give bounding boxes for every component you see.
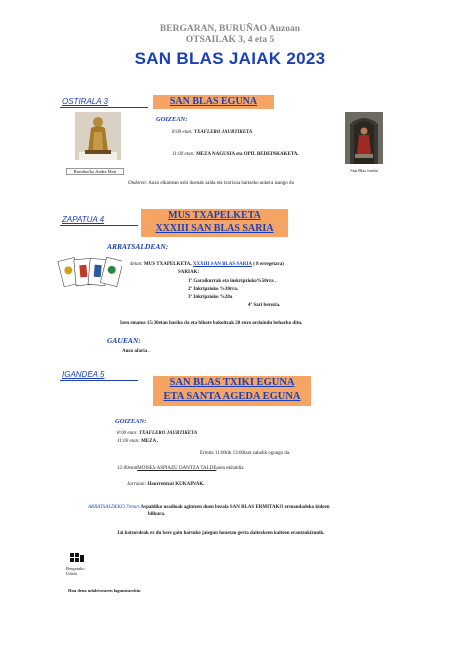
banner-san-blas-eguna: SAN BLAS EGUNA	[153, 95, 274, 109]
dance-time: 12:00etan	[117, 466, 138, 471]
photo-san-blas	[345, 112, 383, 164]
andra-mari-statue-image	[75, 112, 121, 160]
mus-text-a: MUS TXAPELKETA,	[144, 262, 192, 267]
playing-cards-image	[56, 255, 122, 289]
friday-section-morning: GOIZEAN:	[156, 116, 188, 123]
friday-item3-text: Auzo elkartean usbi duenak salda eta txorizoa hartzeko aukera izango du	[148, 181, 295, 186]
kukainak-time: Jarraian:	[127, 482, 147, 487]
municipality-logo-icon	[68, 551, 86, 565]
sponsor-note: Hau dena udaletxearen laguntzarekin	[68, 588, 141, 593]
prize-2: 2º Inkripzioko %30rra.	[188, 287, 239, 292]
banner-txiki-line1: SAN BLAS TXIKI EGUNA	[169, 377, 295, 388]
banner-san-blas-txiki	[153, 376, 311, 406]
registration-note: Izen ematea 15:30etan hasiko da eta bikote bakoitzak 20 euro ordaindu beharko ditu.	[120, 321, 303, 326]
banner-mus-txapelketa	[141, 209, 288, 237]
photo-caption-san-blas: San Blas irudia	[350, 168, 378, 173]
afternoon-label: ARRATSALDEKO 7retan:	[88, 505, 141, 510]
day-label-saturday: ZAPATUA 4	[62, 215, 105, 224]
header-dates: OTSAILAK 3, 4 eta 5	[185, 35, 275, 45]
day-label-friday: OSTIRALA 3	[62, 97, 108, 106]
page-title: SAN BLAS JAIAK 2023	[134, 49, 326, 68]
banner-txiki-line2: ETA SANTA AGEDA EGUNA	[163, 391, 301, 402]
saturday-section-night: GAUEAN:	[107, 336, 141, 345]
kukainak-text: Haurrentzat KUKAINAK.	[147, 482, 205, 487]
banner-mus-line2: XXXIII SAN BLAS SARIA	[155, 223, 274, 234]
logo-text: Bergarako Udala	[66, 566, 85, 576]
friday-item2-text: MEZA NAGUSIA eta OPIL BEDEINKAKETA.	[196, 152, 299, 157]
header-location: BERGARAN, BURUÑAO Auzoan	[159, 24, 301, 34]
dance-suffix: aren ekitaldia	[216, 466, 244, 471]
sunday-item1-time: 8:00 etan:	[117, 431, 138, 436]
saturday-divider	[60, 225, 138, 226]
friday-item3-time: Ondoren:	[128, 181, 148, 186]
afternoon-text: Aspaldiko usadioak agintzen duen bezala SAN BLAS ERMITAKO ermandadeko kideen	[140, 505, 330, 510]
sunday-section-morning: GOIZEAN:	[115, 418, 147, 425]
ermita-hours: Ermita 11:00tik 13:00tara zabalik egongo da.	[200, 451, 291, 456]
sunday-item2-text: MEZA .	[141, 439, 159, 444]
prizes-label: SARIAK:	[178, 270, 200, 275]
sunday-item1-text: TXAFLERO JAURTIKETA	[138, 431, 198, 436]
afternoon-text-2: bilkura.	[148, 512, 166, 517]
day-label-sunday: IGANDEA 5	[62, 370, 105, 379]
sunday-item2-time: 11:00 etan:	[117, 439, 140, 444]
saturday-dinner: Auzo afaria .	[122, 349, 150, 354]
mus-text-b: XXXIII SAN BLAS SARIA	[192, 262, 252, 267]
friday-divider	[60, 107, 148, 108]
dance-group-name: MOISES ASPIAZU DANTZA TALDE	[137, 466, 217, 471]
cards-icon	[56, 255, 122, 289]
saturday-section-afternoon: ARRATSALDEAN:	[107, 242, 169, 251]
prize-1: 1º Garaikurrak eta inskripzioko%50rra .	[188, 279, 277, 284]
prize-4: 4º Sari berezia.	[248, 303, 281, 308]
friday-item1-time: 8:00 etan:	[172, 130, 193, 135]
bergara-logo	[68, 551, 86, 565]
disclaimer: Jai batzordeak ez du bere gain hartuko jaiegun honetan gerta daitezkeen kalteen erantzukizunik.	[117, 531, 325, 536]
photo-caption-andra-mari: Buruñao'ko Andra Mari	[66, 168, 124, 175]
friday-item2-time: 11:00 etan:	[172, 152, 195, 157]
mus-text-c: ( 8 erregetara)	[253, 262, 284, 267]
san-blas-statue-image	[345, 112, 383, 164]
photo-andra-mari	[75, 112, 121, 160]
prize-3: 3º Inkripzioko %20a	[188, 295, 233, 300]
sunday-divider	[60, 380, 138, 381]
friday-item1-text: TXAFLERO JAURTIKETA	[193, 130, 253, 135]
banner-mus-line1: MUS TXAPELKETA	[168, 210, 261, 221]
mus-time: 4etan:	[130, 262, 143, 267]
